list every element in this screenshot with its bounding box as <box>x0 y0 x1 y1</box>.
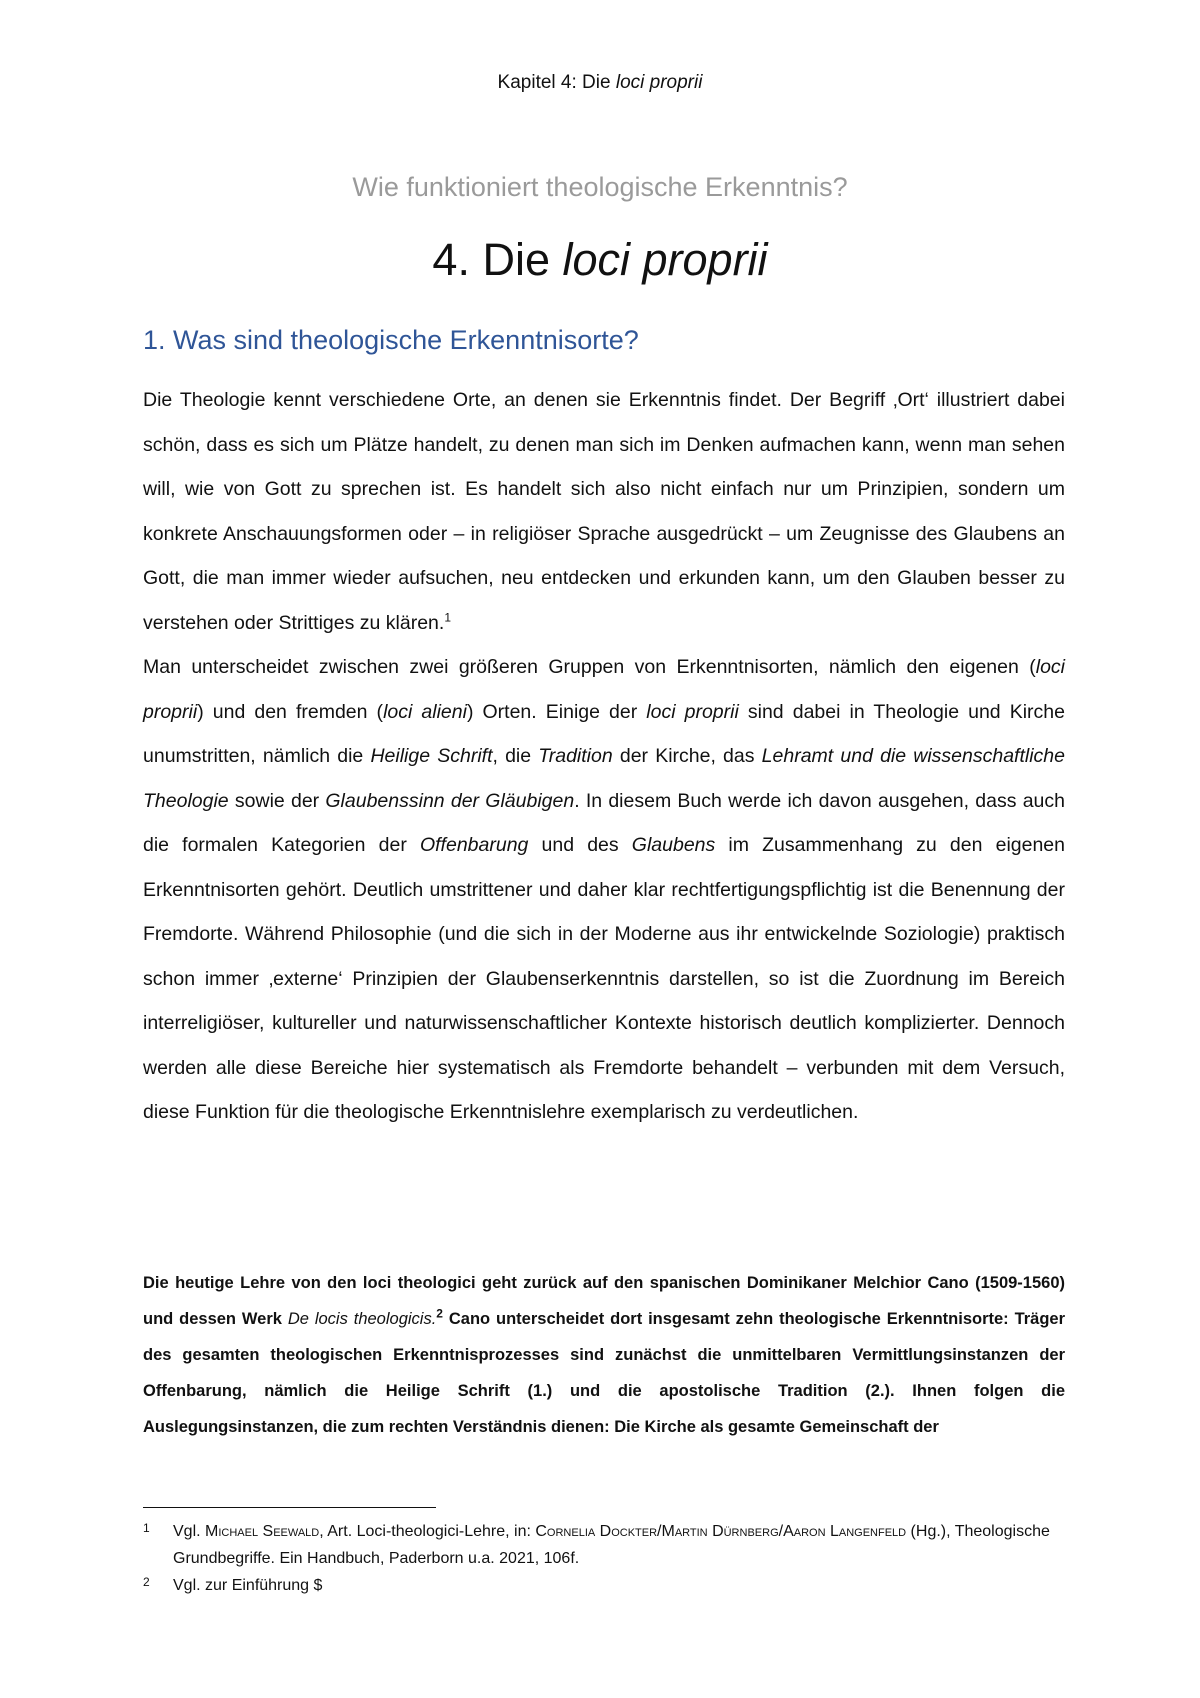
footnote-2 <box>143 1572 1065 1599</box>
p2-text: , die <box>492 745 539 767</box>
p2-text: Man unterscheidet zwischen zwei größeren Gruppen von Erkenntnisorten, nämlich den eigenen ( <box>143 656 1036 678</box>
section-heading: 1. Was sind theologische Erkenntnisorte? <box>143 325 639 355</box>
running-head <box>0 72 1200 94</box>
footnote-1 <box>143 1518 1065 1572</box>
p2-italic: Heilige Schrift <box>370 745 493 767</box>
running-head-italic: loci proprii <box>615 72 703 93</box>
footnote-separator <box>143 1507 436 1508</box>
footnote-number: 1 <box>143 1521 150 1535</box>
chapter-title-italic: loci proprii <box>562 234 768 285</box>
p2-italic: Glaubenssinn der Gläubigen <box>325 789 575 812</box>
paragraph-1 <box>143 378 1065 645</box>
p2-text: und des <box>528 834 632 856</box>
body-text <box>143 378 1065 1135</box>
p2-italic: Tradition <box>538 745 613 767</box>
p2-italic: Offenbarung <box>419 834 529 856</box>
p2-text: der Kirche, das <box>612 745 762 767</box>
footnote-ref-1[interactable]: 1 <box>444 610 452 624</box>
p2-italic: Lehramt und die wissenschaftliche Theologie <box>143 745 1065 812</box>
info-box-paragraph <box>143 1265 1065 1445</box>
running-head-prefix: Kapitel 4: Die <box>497 72 616 93</box>
p2-italic: loci proprii <box>143 656 1065 723</box>
paragraph-1-text: Die Theologie kennt verschiedene Orte, an denen sie Erkenntnis findet. Der Begriff ‚Ort‘ illustriert dabei schön, dass es sich um Plätze handelt, zu denen man sich im Denken aufmachen kann, wenn man sehen will, wie von Gott zu sprechen ist. Es handelt sich also nicht einfach nur um Prinzipien, sondern um konkrete Anschauungsformen oder – in religiöser Sprache ausgedrückt – um Zeugnisse des Glaubens an Gott, die man immer wieder aufsuchen, neu entdecken und erkunden kann, um den Glauben besser zu verstehen oder Strittiges zu klären. <box>143 389 1065 634</box>
footnote-ref-2[interactable]: 2 <box>436 1306 443 1321</box>
footnote-text: Vgl. <box>173 1523 206 1540</box>
footnote-text: , Art. Loci-theologici-Lehre, in: <box>319 1523 536 1540</box>
p2-text: sind dabei in Theologie und Kirche unumstritten, nämlich die <box>143 700 1065 767</box>
info-box-italic: De locis theologicis. <box>287 1310 437 1328</box>
footnote-text: (Hg.), Theologische Grundbegriffe. Ein Handbuch, Paderborn u.a. 2021, 106f. <box>173 1523 1050 1567</box>
info-box-text: Die heutige Lehre von den loci theologici geht zurück auf den spanischen Dominikaner Melchior Cano (1509-1560) und dessen Werk <box>143 1274 1065 1328</box>
chapter-title-prefix: 4. Die <box>432 234 563 285</box>
p2-text: im Zusammenhang zu den eigenen Erkenntnisorten gehört. Deutlich umstrittener und daher klar rechtfertigungspflichtig ist die Benennung der Fremdorte. Während Philosophie (und die sich in der Moderne aus ihr entwickelnde Soziologie) praktisch schon immer ‚externe‘ Prinzipien der Glaubenserkenntnis darstellen, so ist die Zuordnung im Bereich interreligiöser, kultureller und naturwissenschaftlicher Kontexte historisch deutlich komplizierter. Dennoch werden alle diese Bereiche hier systematisch als Fremdorte behandelt – verbunden mit dem Versuch, diese Funktion für die theologische Erkenntnislehre exemplarisch zu verdeutlichen. <box>143 834 1065 1123</box>
p2-text: ) Orten. Einige der <box>466 700 647 723</box>
footnote-editors: Cornelia Dockter/Martin Dürnberg/Aaron Langenfeld <box>535 1523 907 1540</box>
chapter-title <box>0 234 1200 286</box>
info-box <box>143 1265 1065 1445</box>
p2-text: ) und den fremden ( <box>197 700 384 723</box>
footnote-number: 2 <box>143 1575 150 1589</box>
p2-italic: loci proprii <box>646 700 739 723</box>
footnotes <box>143 1518 1065 1599</box>
document-subtitle: Wie funktioniert theologische Erkenntnis? <box>352 172 848 202</box>
p2-italic: Glaubens <box>631 834 716 856</box>
p2-text: sowie der <box>228 789 326 812</box>
p2-text: . In diesem Buch werde ich davon ausgehen, dass auch die formalen Kategorien der <box>143 789 1065 856</box>
p2-italic: loci alieni <box>383 700 467 723</box>
footnote-author: Michael Seewald <box>205 1523 320 1540</box>
footnote-text: Vgl. zur Einführung $ <box>173 1577 323 1594</box>
paragraph-2 <box>143 645 1065 1135</box>
info-box-text: Cano unterscheidet dort insgesamt zehn theologische Erkenntnisorte: Träger des gesamten theologischen Erkenntnisprozesses sind zunächst die unmittelbaren Vermittlungsinstanzen der Offenbarung, nämlich die Heilige Schrift (1.) und die apostolische Tradition (2.). Ihnen folgen die Auslegungsinstanzen, die zum rechten Verständnis dienen: Die Kirche als gesamte Gemeinschaft der <box>143 1310 1066 1436</box>
